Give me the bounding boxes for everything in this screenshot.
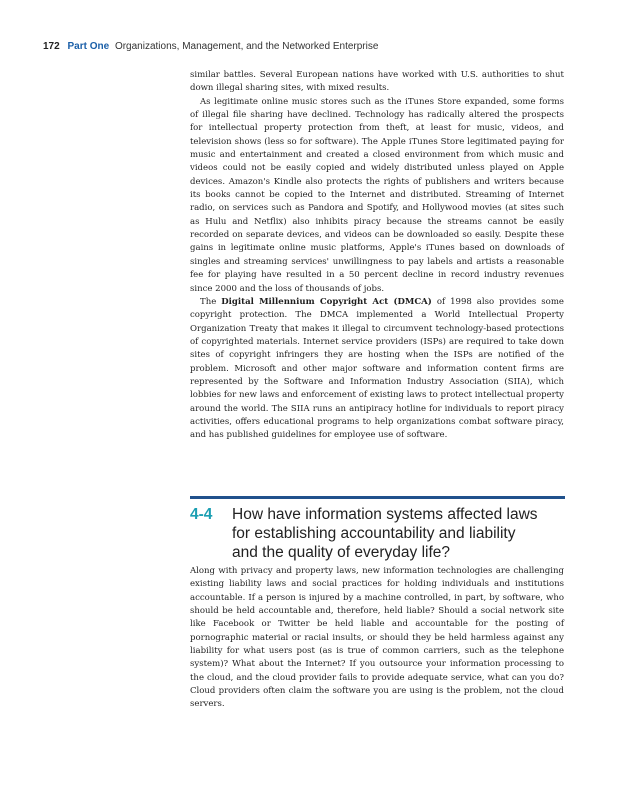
section-heading-line: and the quality of everyday life? [232,544,450,561]
page-number: 172 [43,41,60,52]
section-heading [232,505,562,562]
paragraph-dmca [190,296,564,443]
paragraph: similar battles. Several European nations have worked with U.S. authorities to shut down illegal sharing sites, with mixed results. [190,70,564,94]
part-title: Organizations, Management, and the Networked Enterprise [114,41,379,52]
section-heading-line: for establishing accountability and liability [232,525,516,542]
section-divider [190,496,565,499]
paragraph: As legitimate online music stores such as the iTunes Store expanded, some forms of illegal file sharing have declined. Technology has radically altered the prospects for intellectual property protection from theft, at least for music, videos, and television shows (less so for software). The Apple iTunes Store legitimated paying for music and entertainment and created a closed environment from which music and videos could not be easily copied and widely distributed unless played on Apple devices. Amazon's Kindle also protects the rights of publishers and writers because its books cannot be copied to the Internet and distributed. Streaming of Internet radio, on services such as Pandora and Spotify, and Hollywood movies (at sites such as Hulu and Netflix) also inhibits piracy because the streams cannot be easily recorded on separate devices, and videos can be downloaded so easily. Despite these gains in legitimate online music platforms, Apple's iTunes based on downloads of singles and streaming services' unwillingness to pay labels and artists a reasonable fee for playing have resulted in a 50 percent decline in record industry revenues since 2000 and the loss of thousands of jobs. [190,96,564,294]
running-header [43,41,378,52]
section-heading-line: How have information systems affected laws [232,506,538,523]
body-text-top [190,69,564,443]
paragraph-text: of 1998 also provides some copyright protection. The DMCA implemented a World Intellectual Property Organization Treaty that makes it illegal to circumvent technology-based protections of copyrighted materials. Internet service providers (ISPs) are required to take down sites of copyright infringers they are hosting when the ISPs are notified of the problem. Microsoft and other major software and information content firms are represented by the Software and Information Industry Association (SIIA), which lobbies for new laws and enforcement of existing laws to protect intellectual property around the world. The SIIA runs an antipiracy hotline for individuals to report piracy activities, offers educational programs to help organizations combat software piracy, and has published guidelines for employee use of software. [190,296,564,441]
part-label: Part One [67,41,110,52]
section-number: 4-4 [190,506,213,523]
paragraph-lead: The [200,296,217,307]
paragraph: Along with privacy and property laws, new information technologies are challenging existing liability laws and social practices for holding individuals and institutions accountable. If a person is injured by a machine controlled, in part, by software, who should be held accountable and, therefore, held liable? Should a social network site like Facebook or Twitter be held liable and accountable for the posting of pornographic material or racial insults, or should they be held harmless against any liability for what users post (as is true of common carriers, such as the telephone system)? What about the Internet? If you outsource your information processing to the cloud, and the cloud provider fails to provide adequate service, what can you do? Cloud providers often claim the software you are using is the problem, not the cloud servers. [190,566,564,710]
key-term: Digital Millennium Copyright Act (DMCA) [221,296,432,307]
body-text-section [190,565,564,712]
